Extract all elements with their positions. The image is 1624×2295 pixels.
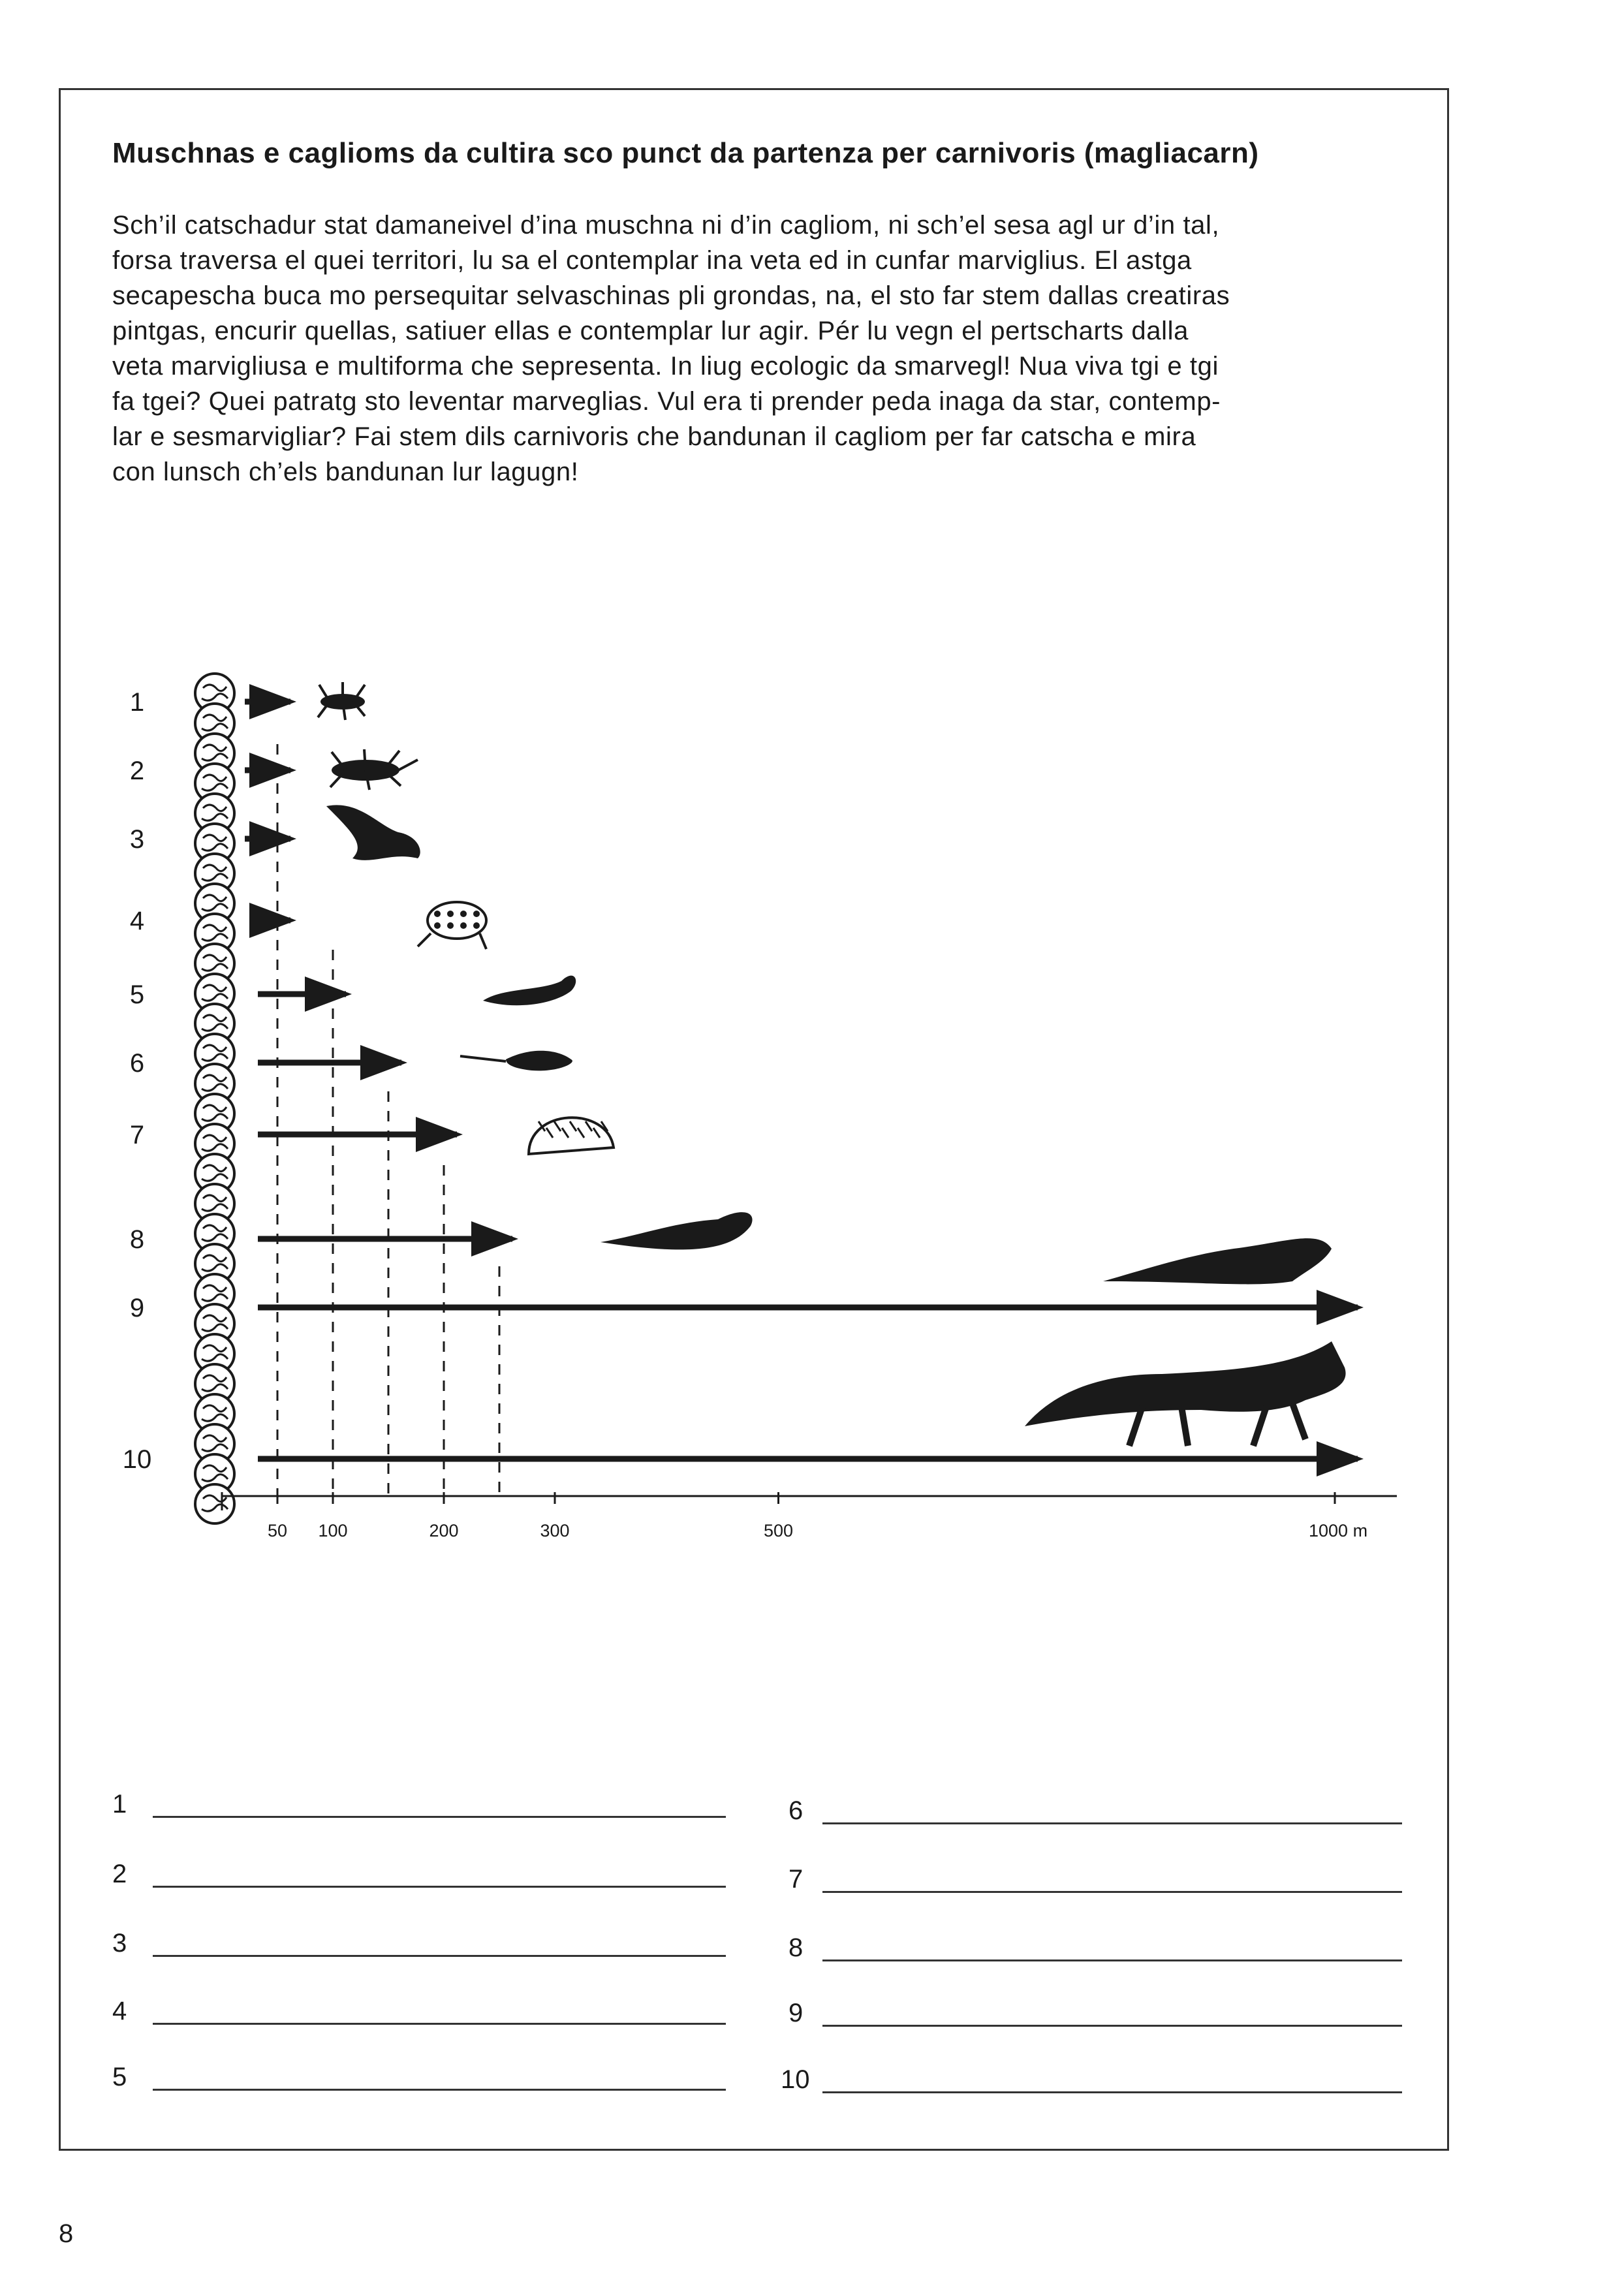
answer-number: 8 [789,1933,804,1962]
row-label: 9 [129,1294,145,1322]
answer-number: 10 [781,2065,810,2094]
answer-number: 6 [789,1796,804,1825]
axis-tick-label: 500 [763,1521,794,1540]
intro-line: lar e sesmarvigliar? Fai stem dils carnivoris che bandunan il cagliom per far catscha e mira [112,422,1196,451]
answer-number: 2 [112,1860,127,1888]
answer-row [789,1792,1402,1831]
answer-field[interactable] [822,2025,1402,2027]
row-label: 1 [129,688,145,717]
hedge-shrub-icon [195,1484,234,1523]
hedgehog-icon [529,1117,614,1154]
range-arrows [245,702,1358,1459]
answer-row [112,2058,726,2097]
hedge-column [195,674,234,1523]
answer-number: 7 [789,1865,804,1894]
answer-row [112,1785,726,1824]
ant-icon [318,682,365,720]
answer-field[interactable] [822,2091,1402,2093]
intro-line: secapescha buca mo persequitar selvaschinas pli grondas, na, el sto far stem dallas creatiras [112,281,1230,310]
answer-field[interactable] [153,2023,726,2025]
marten-icon [1103,1238,1332,1284]
intro-line: veta marvigliusa e multiforma che sepresenta. In liug ecologic da smarvegl! Nua viva tgi e tgi [112,352,1219,381]
intro-line: con lunsch ch’els bandunan lur lagugn! [112,458,579,486]
intro-line: forsa traversa el quei territori, lu sa el contemplar ina veta ed in cunfar marviglius. El astga [112,246,1192,275]
page-title: Muschnas e caglioms da cultira sco punct da partenza per carnivoris (magliacarn) [112,137,1259,169]
intro-line: pintgas, encurir quellas, satiuer ellas e contemplar lur agir. Pér lu vegn el pertscharts dalla [112,317,1189,345]
answer-row [112,1924,726,1963]
bird-icon [326,805,420,860]
answer-field[interactable] [153,1886,726,1888]
answer-row [781,2061,1402,2100]
answer-row [789,1860,1402,1899]
answer-number: 3 [112,1929,127,1958]
intro-line: Sch’il catschadur stat damaneivel d’ina muschna ni d’in cagliom, ni sch’el sesa agl ur d’in tal, [112,211,1220,240]
axis-tick-label: 200 [429,1521,459,1540]
animal-icons [318,682,1346,1446]
answer-number: 4 [112,1997,127,2025]
intro-line: fa tgei? Quei patratg sto leventar marveglias. Vul era ti prender peda inaga da star, contemp- [112,387,1221,416]
row-label: 8 [129,1225,145,1254]
row-labels [123,688,152,1474]
answer-row [789,1994,1402,2033]
answer-field[interactable] [822,1959,1402,1961]
answer-number: 1 [112,1790,127,1819]
row-label: 7 [129,1121,145,1149]
distance-axis [222,1492,1397,1540]
row-label: 5 [129,980,145,1009]
answer-field[interactable] [822,1822,1402,1824]
answer-row [789,1929,1402,1968]
row-label: 10 [122,1445,152,1474]
answer-number: 9 [789,1999,804,2027]
beetle-icon [330,749,418,790]
axis-tick-label: 300 [540,1521,570,1540]
axis-tick-label: 50 [267,1521,288,1540]
stoat-icon [601,1212,753,1249]
axis-tick-label: 1000 m [1309,1521,1368,1540]
row-label: 2 [129,757,145,785]
answer-field[interactable] [153,1816,726,1818]
answer-field[interactable] [822,1891,1402,1893]
row-label: 4 [129,907,145,935]
row-label: 3 [129,825,145,854]
weasel-icon [483,976,576,1006]
answer-field[interactable] [153,1955,726,1957]
row-label: 6 [129,1049,145,1078]
page-number: 8 [59,2219,74,2248]
answer-row [112,1992,726,2031]
shrew-icon [460,1051,572,1071]
answer-number: 5 [112,2063,127,2091]
answer-field[interactable] [153,2089,726,2091]
fox-icon [1025,1341,1346,1446]
toad-icon [418,902,486,949]
axis-tick-label: 100 [318,1521,348,1540]
answer-row [112,1855,726,1894]
